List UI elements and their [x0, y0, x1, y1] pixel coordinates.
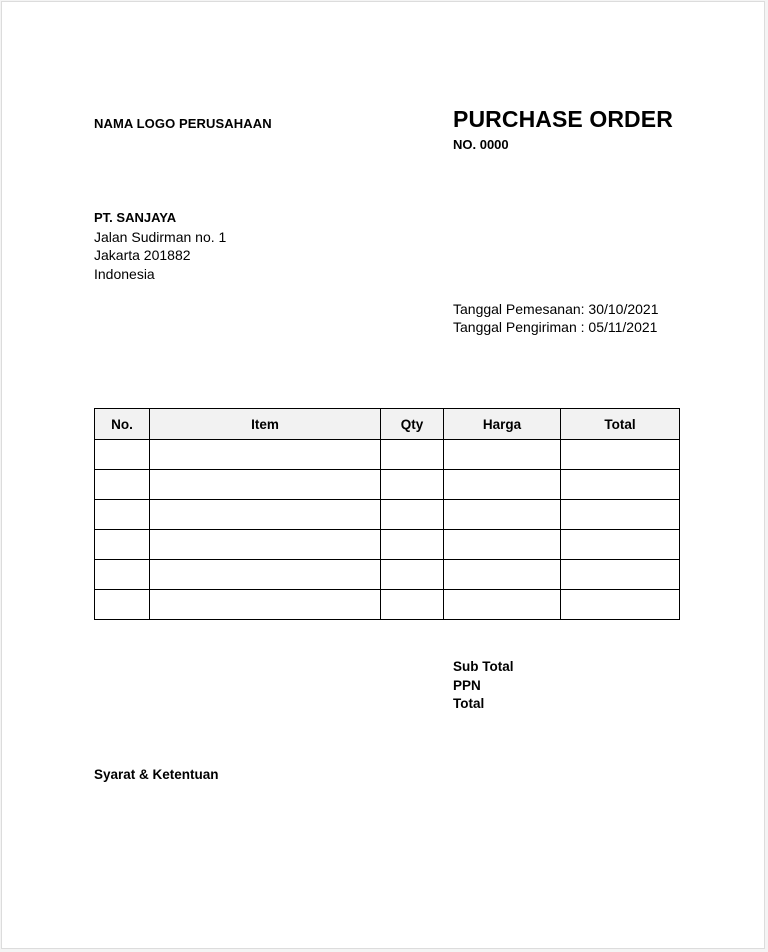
table-cell	[150, 440, 381, 470]
column-header-total: Total	[561, 409, 680, 440]
table-cell	[444, 530, 561, 560]
table-cell	[150, 590, 381, 620]
company-logo-text: NAMA LOGO PERUSAHAAN	[94, 116, 272, 131]
delivery-date: Tanggal Pengiriman : 05/11/2021	[453, 319, 658, 335]
vendor-address-line1: Jalan Sudirman no. 1	[94, 228, 227, 245]
table-cell	[95, 470, 150, 500]
table-cell	[150, 500, 381, 530]
vendor-address-line2: Jakarta 201882	[94, 247, 191, 263]
table-cell	[561, 560, 680, 590]
column-header-no: No.	[95, 409, 150, 440]
table-cell	[561, 440, 680, 470]
table-cell	[95, 440, 150, 470]
column-header-harga: Harga	[444, 409, 561, 440]
table-cell	[95, 530, 150, 560]
table-cell	[95, 590, 150, 620]
order-date: Tanggal Pemesanan: 30/10/2021	[453, 301, 659, 317]
table-cell	[444, 440, 561, 470]
totals-block	[453, 658, 514, 714]
table-cell	[150, 560, 381, 590]
table-row	[95, 560, 680, 590]
table-cell	[444, 500, 561, 530]
table-row	[95, 530, 680, 560]
table-row	[95, 590, 680, 620]
table-row	[95, 470, 680, 500]
document-title: PURCHASE ORDER	[453, 106, 673, 132]
table-cell	[561, 470, 680, 500]
table-cell	[150, 530, 381, 560]
total-label: Total	[453, 696, 485, 711]
table-cell	[381, 560, 444, 590]
table-cell	[561, 530, 680, 560]
column-header-item: Item	[150, 409, 381, 440]
table-cell	[95, 560, 150, 590]
vendor-address-block	[94, 209, 226, 283]
table-cell	[381, 440, 444, 470]
table-cell	[381, 590, 444, 620]
table-cell	[444, 470, 561, 500]
terms-label: Syarat & Ketentuan	[94, 767, 219, 782]
tax-label: PPN	[453, 677, 481, 693]
table-cell	[150, 470, 381, 500]
table-cell	[381, 530, 444, 560]
table-cell	[561, 500, 680, 530]
document-page	[1, 1, 765, 949]
table-cell	[561, 590, 680, 620]
table-header-row	[95, 409, 680, 440]
document-number: NO. 0000	[453, 137, 509, 152]
vendor-country: Indonesia	[94, 265, 155, 282]
table-row	[95, 500, 680, 530]
table-cell	[444, 560, 561, 590]
table-cell	[444, 590, 561, 620]
table-cell	[95, 500, 150, 530]
subtotal-label: Sub Total	[453, 659, 514, 674]
table-cell	[381, 500, 444, 530]
items-table	[94, 408, 680, 620]
vendor-name: PT. SANJAYA	[94, 210, 177, 225]
column-header-qty: Qty	[381, 409, 444, 440]
table-cell	[381, 470, 444, 500]
table-row	[95, 440, 680, 470]
dates-block	[453, 300, 659, 336]
